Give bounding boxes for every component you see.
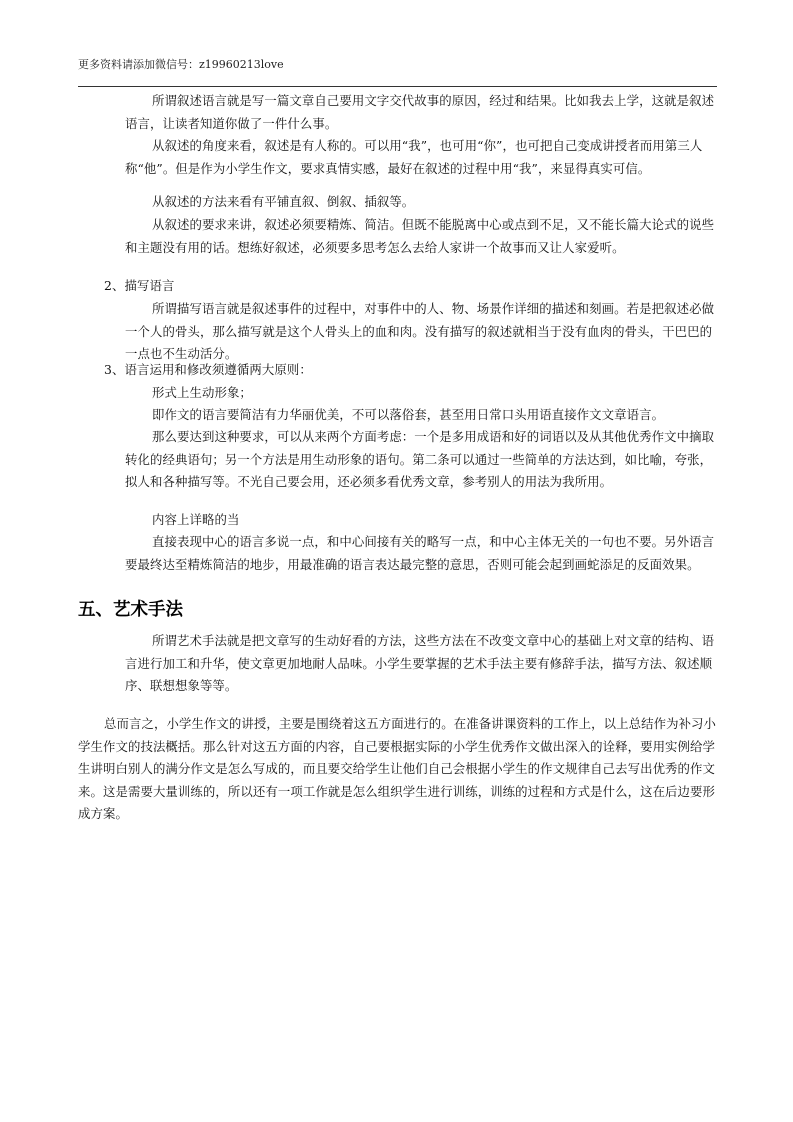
- paragraph-artistic-techniques: 所谓艺术手法就是把文章写的生动好看的方法，这些方法在不改变文章中心的基础上对文章的结构、语言进行加工和升华，使文章更加地耐人品味。小学生要掌握的艺术手法主要有修辞手法，描写方法、叙述顺序、联想想象等等。: [125, 633, 715, 693]
- section-heading-artistic-techniques: 五、艺术手法: [78, 600, 183, 620]
- paragraph-form-detail: 即作文的语言要简洁有力华丽优美，不可以落俗套，甚至用日常口头用语直接作文文章语言。: [152, 407, 665, 422]
- header-divider: [78, 86, 717, 87]
- page-header: 更多资料请添加微信号：z19960213love: [78, 58, 284, 71]
- paragraph-form-methods: 那么要达到这种要求，可以从来两个方面考虑：一个是多用成语和好的词语以及从其他优秀作文中摘取转化的经典语句；另一个方法是用生动形象的语句。第二条可以通过一些简单的方法达到，如比喻，夸张，拟人和各种描写等。不光自己要会用，还必须多看优秀文章，参考别人的用法为我所用。: [125, 429, 715, 489]
- paragraph-narrative-definition: 所谓叙述语言就是写一篇文章自己要用文字交代故事的原因，经过和结果。比如我去上学，这就是叙述语言，让读者知道你做了一件什么事。: [125, 93, 715, 131]
- subheading-content: 内容上详略的当: [152, 512, 240, 527]
- paragraph-content-detail: 直接表现中心的语言多说一点，和中心间接有关的略写一点，和中心主体无关的一句也不要。另外语言要最终达至精炼简洁的地步，用最准确的语言表达最完整的意思，否则可能会起到画蛇添足的反面效果。: [125, 534, 715, 572]
- paragraph-description-definition: 所谓描写语言就是叙述事件的过程中，对事件中的人、物、场景作详细的描述和刻画。若是把叙述必做一个人的骨头，那么描写就是这个人骨头上的血和肉。没有描写的叙述就相当于没有血肉的骨头，干巴巴的一点也不生动活分。: [125, 301, 715, 361]
- list-item-language-principles: 3、语言运用和修改须遵循两大原则：: [104, 362, 312, 377]
- paragraph-narrative-requirements: 从叙述的要求来讲，叙述必须要精炼、简洁。但既不能脱离中心或点到不足，又不能长篇大论式的说些和主题没有用的话。想练好叙述，必须要多思考怎么去给人家讲一个故事而又让人家爱听。: [125, 217, 715, 255]
- subheading-form: 形式上生动形象；: [152, 385, 252, 400]
- list-item-description-language: 2、描写语言: [104, 278, 175, 293]
- paragraph-conclusion: 总而言之，小学生作文的讲授，主要是围绕着这五方面进行的。在准备讲课资料的工作上，以上总结作为补习小学生作文的技法概括。那么针对这五方面的内容，自己要根据实际的小学生优秀作文做出深入的诠释，要用实例给学生讲明白别人的满分作文是怎么写成的，而且要交给学生让他们自己会根据小学生的作文规律自己去写出优秀的作文来。这是需要大量训练的，所以还有一项工作就是怎么组织学生进行训练，训练的过程和方式是什么，这在后边要形成方案。: [78, 716, 717, 821]
- paragraph-narrative-person: 从叙述的角度来看，叙述是有人称的。可以用“我”，也可用“你”，也可把自己变成讲授者而用第三人称“他”。但是作为小学生作文，要求真情实感，最好在叙述的过程中用“我”，来显得真实可信。: [125, 138, 703, 176]
- paragraph-narrative-methods: 从叙述的方法来看有平铺直叙、倒叙、插叙等。: [152, 194, 415, 209]
